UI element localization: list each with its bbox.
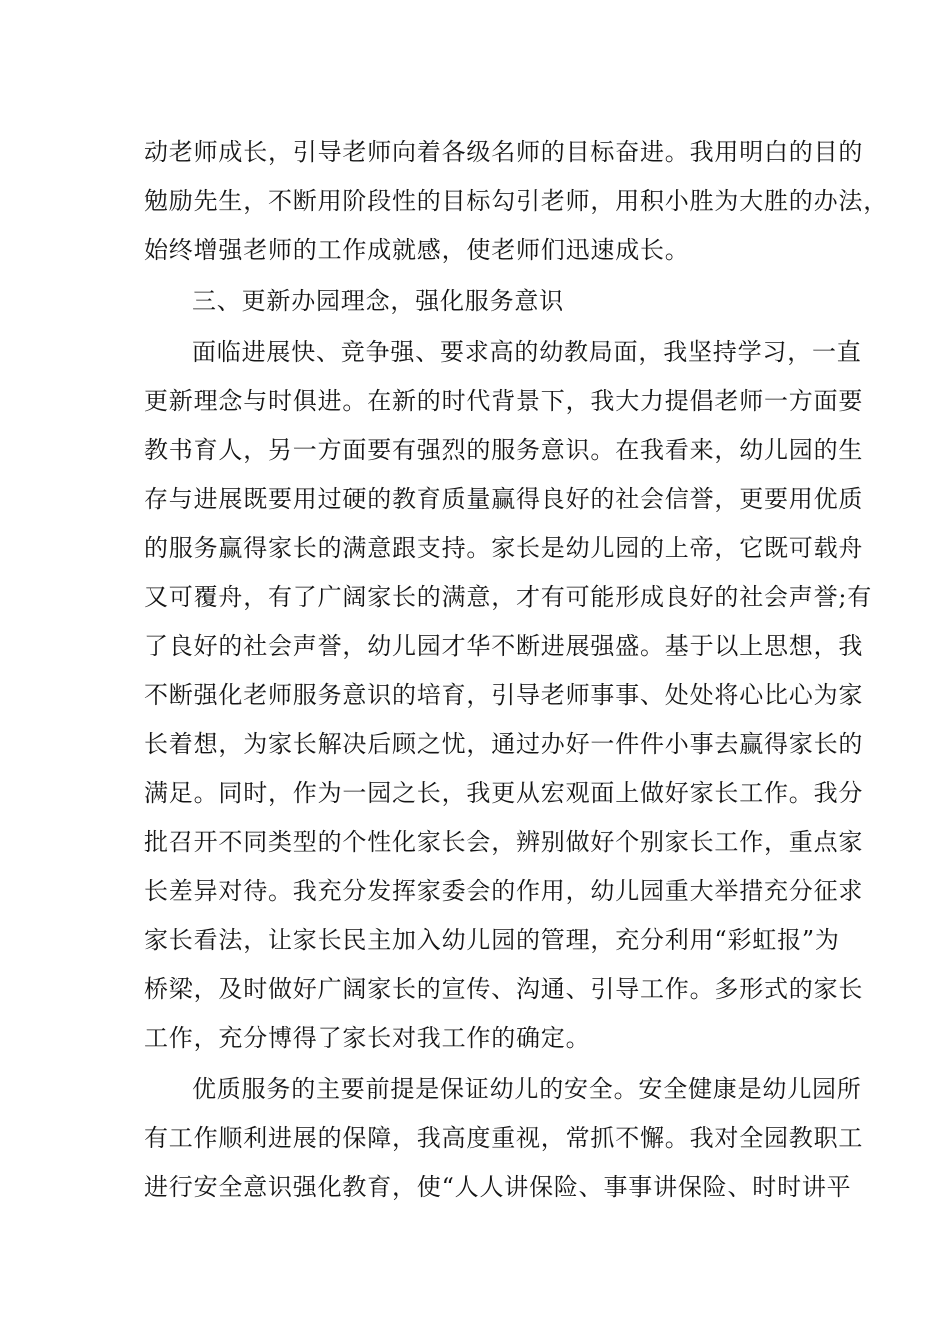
text-line: 又可覆舟，有了广阔家长的满意，才有可能形成良好的社会声誉;有	[144, 583, 873, 611]
text-line: 进行安全意识强化教育，使“人人讲保险、事事讲保险、时时讲平	[144, 1173, 852, 1201]
text-line: 长着想，为家长解决后顾之忧，通过办好一件件小事去赢得家长的	[144, 730, 864, 758]
section-heading: 三、更新办园理念，强化服务意识	[192, 287, 564, 315]
text-line: 了良好的社会声誉，幼儿园才华不断进展强盛。基于以上思想，我	[144, 632, 864, 660]
text-line: 始终增强老师的工作成就感，使老师们迅速成长。	[144, 236, 690, 264]
text-line: 存与进展既要用过硬的教育质量赢得良好的社会信誉，更要用优质	[144, 485, 864, 513]
text-line: 更新理念与时俱进。在新的时代背景下，我大力提倡老师一方面要	[144, 387, 864, 415]
text-line: 不断强化老师服务意识的培育，引导老师事事、处处将心比心为家	[144, 681, 864, 709]
text-line: 教书育人，另一方面要有强烈的服务意识。在我看来，幼儿园的生	[144, 436, 864, 464]
text-line: 动老师成长，引导老师向着各级名师的目标奋进。我用明白的目的	[144, 138, 864, 166]
text-line: 优质服务的主要前提是保证幼儿的安全。安全健康是幼儿园所	[192, 1075, 862, 1103]
text-line: 的服务赢得家长的满意跟支持。家长是幼儿园的上帝，它既可载舟	[144, 534, 864, 562]
text-line: 工作，充分博得了家长对我工作的确定。	[144, 1024, 591, 1052]
text-line: 桥梁，及时做好广阔家长的宣传、沟通、引导工作。多形式的家长	[144, 975, 864, 1003]
text-line: 长差异对待。我充分发挥家委会的作用，幼儿园重大举措充分征求	[144, 877, 864, 905]
text-line: 勉励先生，不断用阶段性的目标勾引老师，用积小胜为大胜的办法，	[144, 187, 888, 215]
text-line: 有工作顺利进展的保障，我高度重视，常抓不懈。我对全园教职工	[144, 1124, 864, 1152]
text-line: 面临进展快、竞争强、要求高的幼教局面，我坚持学习，一直	[192, 338, 862, 366]
text-line: 批召开不同类型的个性化家长会，辨别做好个别家长工作，重点家	[144, 828, 864, 856]
text-line: 家长看法，让家长民主加入幼儿园的管理，充分利用“彩虹报”为	[144, 926, 840, 954]
text-line: 满足。同时，作为一园之长，我更从宏观面上做好家长工作。我分	[144, 779, 864, 807]
